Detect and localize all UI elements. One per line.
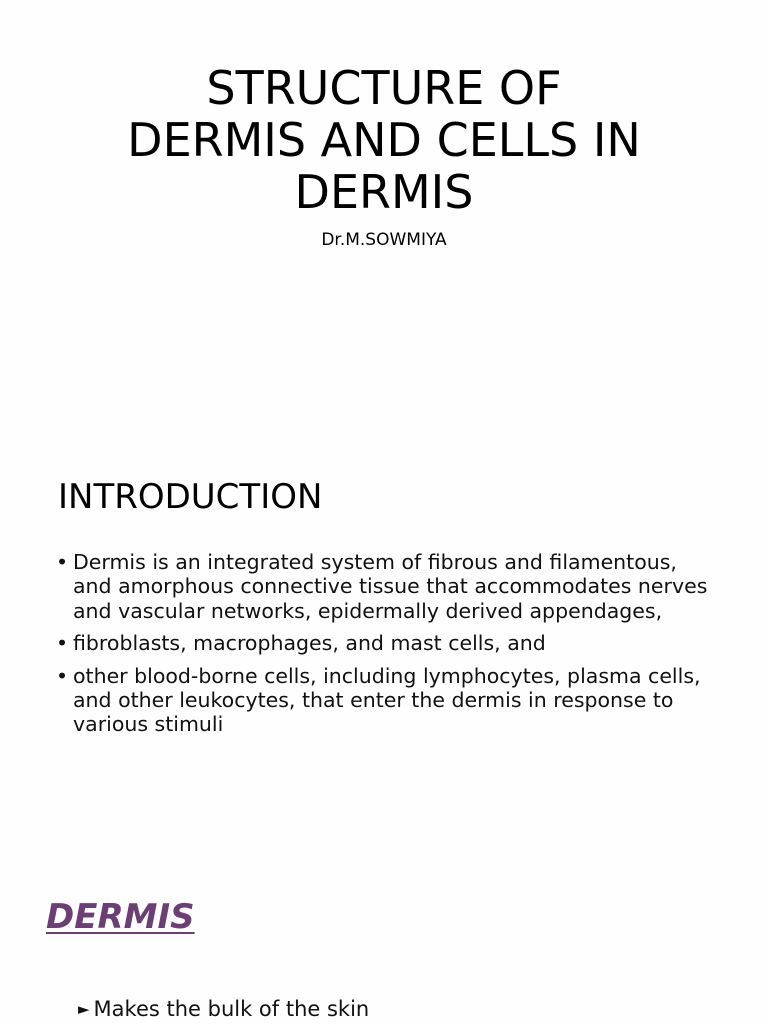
bullet-text: Dermis is an integrated system of fibrous and filamentous, and amorphous connective tissue that accommodates nerves and vascular networks, epidermally derived appendages, [73, 550, 708, 623]
bullet-dot-icon: • [56, 663, 69, 688]
bullet-dot-icon: • [56, 631, 69, 656]
arrow-bullet-icon: ► [78, 1000, 90, 1018]
bullet-item [56, 550, 716, 623]
dermis-point-text: Makes the bulk of the skin [93, 997, 370, 1021]
bullet-dot-icon: • [56, 550, 69, 574]
introduction-heading: INTRODUCTION [58, 477, 323, 517]
title-line-2: DERMIS AND CELLS IN [127, 113, 641, 167]
introduction-slide [0, 440, 768, 880]
bullet-text: other blood-borne cells, including lymphocytes, plasma cells, and other leukocytes, that enter the dermis in response to various stimuli [73, 663, 701, 737]
title-line-3: DERMIS [294, 165, 474, 219]
title-line-1: STRUCTURE OF [206, 61, 562, 115]
dermis-slide [0, 880, 768, 1024]
author-name: Dr.M.SOWMIYA [321, 230, 447, 250]
bullet-item [56, 664, 716, 737]
bullet-text: fibroblasts, macrophages, and mast cells, and [73, 631, 546, 656]
bullet-item [56, 631, 716, 655]
dermis-heading: DERMIS [46, 897, 195, 937]
dermis-point [78, 996, 369, 1022]
title-slide [0, 0, 768, 440]
introduction-bullet-list [56, 550, 716, 745]
page-title [0, 62, 768, 218]
